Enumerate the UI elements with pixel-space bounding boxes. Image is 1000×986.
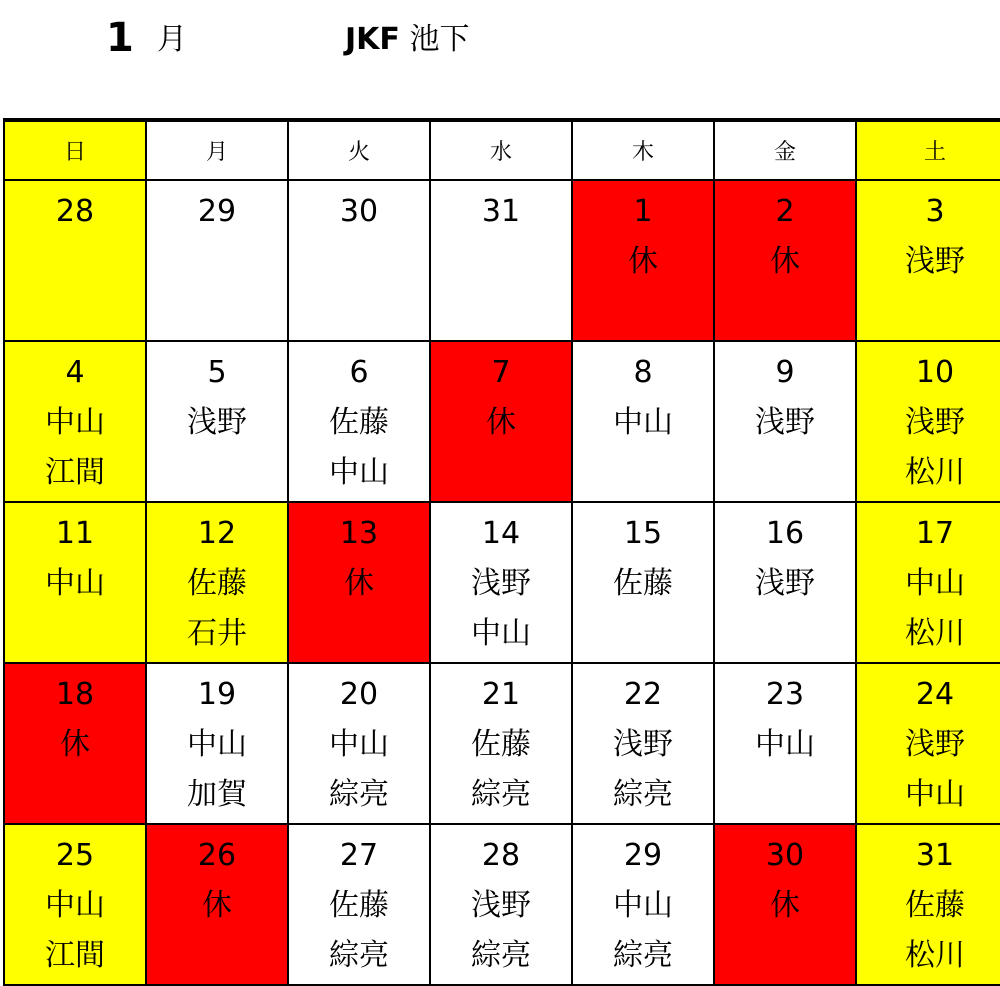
day-number: 9 xyxy=(775,355,795,390)
day-cell xyxy=(856,502,1000,663)
day-number: 29 xyxy=(623,838,663,873)
staff-name: 松川 xyxy=(905,455,965,490)
staff-name: 中山 xyxy=(187,727,247,762)
day-cell xyxy=(572,824,714,985)
day-number: 13 xyxy=(339,516,379,551)
day-number: 31 xyxy=(915,838,955,873)
staff-name: 浅野 xyxy=(755,405,815,440)
day-cell xyxy=(430,663,572,824)
staff-name: 佐藤 xyxy=(187,566,247,601)
day-number: 5 xyxy=(207,355,227,390)
staff-name: 浅野 xyxy=(187,405,247,440)
staff-name: 中山 xyxy=(329,455,389,490)
day-cell xyxy=(4,180,146,341)
day-cell xyxy=(714,502,856,663)
day-number: 18 xyxy=(55,677,95,712)
day-number: 6 xyxy=(349,355,369,390)
staff-name: 浅野 xyxy=(905,727,965,762)
staff-name: 佐藤 xyxy=(905,888,965,923)
day-number: 19 xyxy=(197,677,237,712)
staff-name: 中山 xyxy=(45,405,105,440)
staff-name: 中山 xyxy=(329,727,389,762)
staff-name: 浅野 xyxy=(755,566,815,601)
day-cell xyxy=(572,502,714,663)
day-cell xyxy=(430,502,572,663)
staff-name: 松川 xyxy=(905,938,965,973)
day-number: 11 xyxy=(55,516,95,551)
staff-name: 佐藤 xyxy=(329,888,389,923)
day-number: 12 xyxy=(197,516,237,551)
day-number: 30 xyxy=(339,194,379,229)
staff-name: 加賀 xyxy=(187,777,247,812)
staff-name: 休 xyxy=(344,566,374,601)
day-cell xyxy=(856,824,1000,985)
staff-name: 中山 xyxy=(905,777,965,812)
day-cell xyxy=(714,663,856,824)
month-number: 1 xyxy=(106,15,134,61)
weekday-sun: 日 xyxy=(4,120,146,180)
day-cell xyxy=(856,341,1000,502)
weekday-tue: 火 xyxy=(288,120,430,180)
day-cell xyxy=(714,180,856,341)
day-cell xyxy=(288,341,430,502)
staff-name: 石井 xyxy=(187,616,247,651)
day-number: 28 xyxy=(481,838,521,873)
day-number: 8 xyxy=(633,355,653,390)
week-row xyxy=(4,663,1000,824)
day-cell xyxy=(288,824,430,985)
day-number: 30 xyxy=(765,838,805,873)
day-cell xyxy=(288,502,430,663)
day-cell xyxy=(430,824,572,985)
day-number: 10 xyxy=(915,355,955,390)
staff-name: 休 xyxy=(486,405,516,440)
week-row xyxy=(4,502,1000,663)
staff-name: 佐藤 xyxy=(329,405,389,440)
day-number: 4 xyxy=(65,355,85,390)
staff-name: 中山 xyxy=(45,888,105,923)
weekday-wed: 水 xyxy=(430,120,572,180)
staff-name: 江間 xyxy=(45,455,105,490)
day-cell xyxy=(4,341,146,502)
day-cell xyxy=(572,663,714,824)
day-number: 2 xyxy=(775,194,795,229)
day-number: 21 xyxy=(481,677,521,712)
day-cell xyxy=(146,663,288,824)
day-number: 7 xyxy=(491,355,511,390)
staff-name: 松川 xyxy=(905,616,965,651)
staff-name: 中山 xyxy=(755,727,815,762)
staff-name: 中山 xyxy=(613,405,673,440)
day-cell xyxy=(430,180,572,341)
day-cell xyxy=(4,663,146,824)
month-unit: 月 xyxy=(157,22,187,57)
day-cell xyxy=(714,824,856,985)
day-cell xyxy=(146,180,288,341)
day-number: 31 xyxy=(481,194,521,229)
calendar-title xyxy=(345,20,469,60)
staff-name: 綜亮 xyxy=(471,938,531,973)
week-row xyxy=(4,180,1000,341)
staff-name: 中山 xyxy=(471,616,531,651)
day-number: 24 xyxy=(915,677,955,712)
week-row xyxy=(4,341,1000,502)
staff-name: 中山 xyxy=(613,888,673,923)
staff-name: 江間 xyxy=(45,938,105,973)
calendar-header xyxy=(0,0,1000,118)
staff-name: 休 xyxy=(202,888,232,923)
weekday-sat: 土 xyxy=(856,120,1000,180)
day-number: 14 xyxy=(481,516,521,551)
staff-name: 綜亮 xyxy=(329,777,389,812)
weekday-thu: 木 xyxy=(572,120,714,180)
week-row xyxy=(4,824,1000,985)
day-number: 26 xyxy=(197,838,237,873)
staff-name: 綜亮 xyxy=(329,938,389,973)
day-cell xyxy=(572,341,714,502)
day-cell xyxy=(572,180,714,341)
day-number: 17 xyxy=(915,516,955,551)
weekday-header-row xyxy=(4,120,1000,180)
calendar-grid xyxy=(3,118,1000,986)
day-cell xyxy=(856,663,1000,824)
day-number: 20 xyxy=(339,677,379,712)
day-number: 28 xyxy=(55,194,95,229)
staff-name: 浅野 xyxy=(905,405,965,440)
staff-name: 休 xyxy=(628,244,658,279)
staff-name: 綜亮 xyxy=(613,938,673,973)
title-jp: 池下 xyxy=(409,22,470,57)
day-number: 27 xyxy=(339,838,379,873)
day-cell xyxy=(430,341,572,502)
staff-name: 浅野 xyxy=(905,244,965,279)
staff-name: 浅野 xyxy=(471,566,531,601)
day-cell xyxy=(4,502,146,663)
staff-name: 休 xyxy=(60,727,90,762)
day-cell xyxy=(714,341,856,502)
day-number: 16 xyxy=(765,516,805,551)
staff-name: 綜亮 xyxy=(613,777,673,812)
day-number: 1 xyxy=(633,194,653,229)
staff-name: 綜亮 xyxy=(471,777,531,812)
title-latin: JKF xyxy=(345,22,400,57)
staff-name: 佐藤 xyxy=(471,727,531,762)
day-number: 25 xyxy=(55,838,95,873)
day-cell xyxy=(288,663,430,824)
staff-name: 休 xyxy=(770,244,800,279)
staff-name: 休 xyxy=(770,888,800,923)
day-number: 15 xyxy=(623,516,663,551)
weekday-mon: 月 xyxy=(146,120,288,180)
day-cell xyxy=(146,341,288,502)
staff-name: 中山 xyxy=(45,566,105,601)
staff-name: 佐藤 xyxy=(613,566,673,601)
staff-name: 中山 xyxy=(905,566,965,601)
day-number: 3 xyxy=(925,194,945,229)
day-cell xyxy=(146,502,288,663)
staff-name: 浅野 xyxy=(613,727,673,762)
day-number: 23 xyxy=(765,677,805,712)
day-cell xyxy=(288,180,430,341)
day-number: 29 xyxy=(197,194,237,229)
staff-name: 浅野 xyxy=(471,888,531,923)
day-number: 22 xyxy=(623,677,663,712)
day-cell xyxy=(146,824,288,985)
day-cell xyxy=(856,180,1000,341)
weekday-fri: 金 xyxy=(714,120,856,180)
day-cell xyxy=(4,824,146,985)
